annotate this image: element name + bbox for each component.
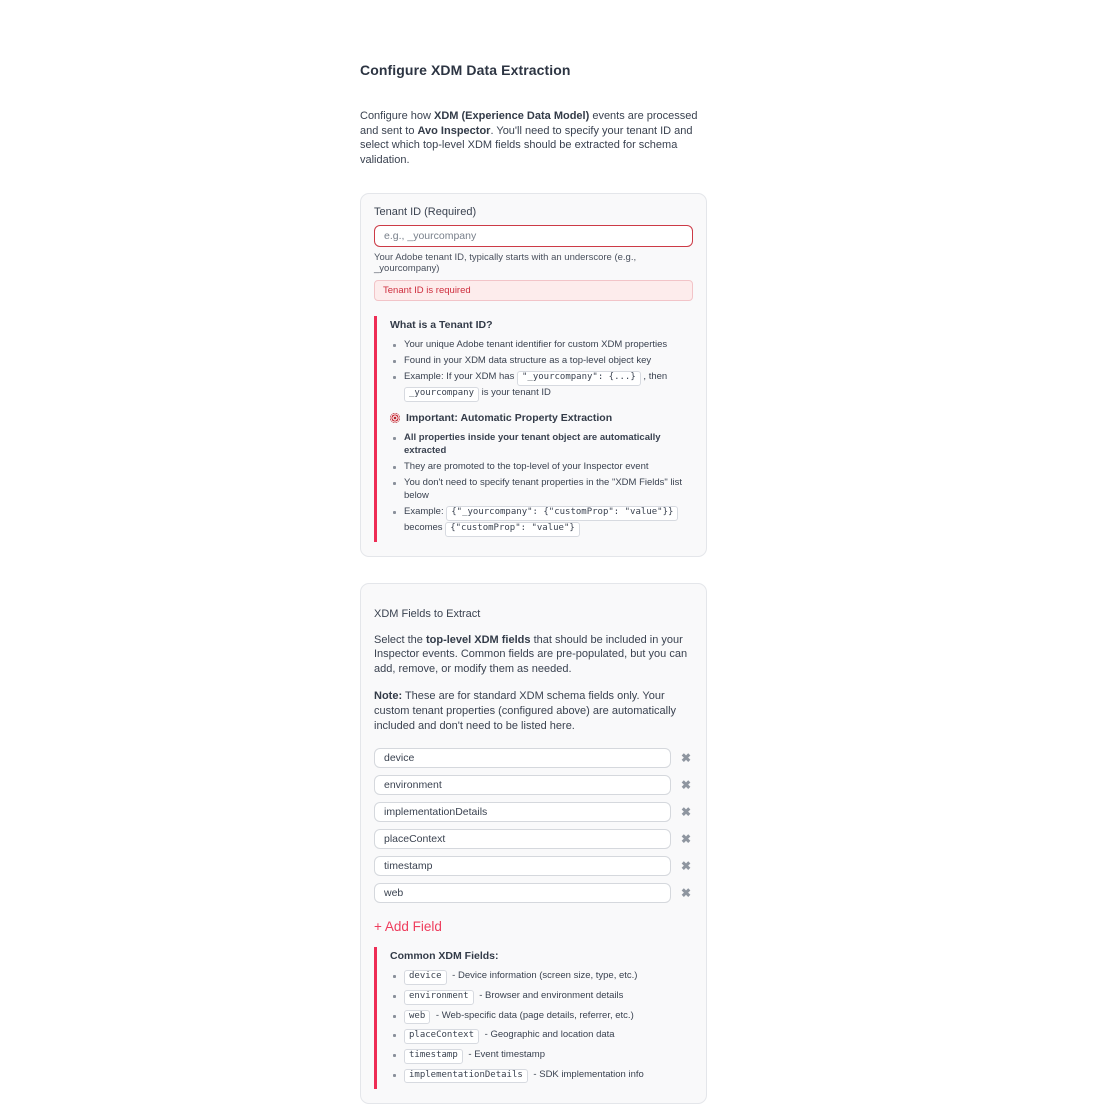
important-heading-text: Important: Automatic Property Extraction <box>406 411 613 424</box>
bullet-marker <box>393 482 396 485</box>
bullet-marker <box>393 1015 396 1018</box>
xdm-field-row <box>374 829 693 849</box>
code-chip: device <box>404 970 447 985</box>
common-field-desc: - Web-specific data (page details, referrer, etc.) <box>433 1009 634 1021</box>
xdm-field-input[interactable] <box>374 856 671 876</box>
text-span: becomes <box>404 521 446 533</box>
text-span: , then <box>640 371 668 383</box>
text-span: Found in your XDM data structure as a top-level object key <box>404 355 652 367</box>
xdm-field-input[interactable] <box>374 883 671 903</box>
xdm-field-row <box>374 883 693 903</box>
bold-text: Avo Inspector <box>417 124 491 137</box>
code-chip: timestamp <box>404 1049 463 1064</box>
tenant-id-card <box>360 193 707 557</box>
bullet-marker <box>393 995 396 998</box>
xdm-fields-card <box>360 583 707 1104</box>
xdm-field-row <box>374 748 693 768</box>
text-span: is your tenant ID <box>479 386 551 398</box>
code-chip: environment <box>404 990 474 1005</box>
text-span: They are promoted to the top-level of your Inspector event <box>404 460 649 472</box>
bullet-marker <box>393 360 396 363</box>
common-fields-list <box>390 969 693 1083</box>
text-span: Your unique Adobe tenant identifier for custom XDM properties <box>404 339 668 351</box>
intro-text <box>360 109 707 167</box>
bullet-item <box>390 338 693 351</box>
text-span: events are processed and sent to <box>360 110 698 137</box>
code-chip: "_yourcompany": {...} <box>517 371 641 386</box>
bold-text: XDM (Experience Data Model) <box>434 110 590 122</box>
text-span: Example: <box>404 506 447 518</box>
common-field-item <box>390 1009 693 1025</box>
common-field-item <box>390 1048 693 1064</box>
bullet-item <box>390 460 693 473</box>
bullet-item <box>390 476 693 502</box>
xdm-fields-intro <box>374 633 693 677</box>
xdm-field-input[interactable] <box>374 802 671 822</box>
text-span: that should be included in your Inspector events. Common fields are pre-populated, but you can add, remove, or modify them as needed. <box>374 633 688 675</box>
remove-field-button[interactable]: ✖ <box>671 833 693 845</box>
xdm-field-input[interactable] <box>374 829 671 849</box>
tenant-id-input[interactable] <box>374 225 693 247</box>
tenant-info-callout <box>374 316 693 542</box>
code-chip: _yourcompany <box>404 387 479 402</box>
bold-text: top-level XDM fields <box>425 633 531 646</box>
common-field-item <box>390 969 693 985</box>
text-span: These are for standard XDM schema fields only. Your custom tenant properties (configured above) are automatically included and don't need to be listed here. <box>374 690 677 732</box>
text-span: You don't need to specify tenant properties in the "XDM Fields" list below <box>404 476 683 502</box>
bullet-marker <box>393 1054 396 1057</box>
common-fields-callout <box>374 947 693 1089</box>
bullet-marker <box>393 1074 396 1077</box>
bullet-item <box>390 431 693 457</box>
important-list <box>390 431 693 537</box>
xdm-field-row <box>374 775 693 795</box>
common-field-desc: - SDK implementation info <box>530 1068 644 1080</box>
bold-text: Note: <box>374 690 403 703</box>
text-span: Select the <box>374 633 426 646</box>
common-field-desc: - Browser and environment details <box>476 990 624 1002</box>
bullet-item <box>390 354 693 367</box>
common-field-item <box>390 1028 693 1044</box>
bullet-item <box>390 505 693 536</box>
code-chip: web <box>404 1010 430 1025</box>
text-span: Configure how <box>360 110 434 122</box>
remove-field-button[interactable]: ✖ <box>671 860 693 872</box>
bullet-marker <box>393 376 396 379</box>
tenant-id-help-text: Your Adobe tenant ID, typically starts with an underscore (e.g., _yourcompany) <box>374 252 637 275</box>
bullet-item <box>390 370 693 401</box>
common-field-desc: - Event timestamp <box>465 1049 545 1061</box>
bullet-marker <box>393 344 396 347</box>
tenant-callout-heading: What is a Tenant ID? <box>390 319 493 332</box>
common-field-item <box>390 989 693 1005</box>
code-chip: placeContext <box>404 1029 479 1044</box>
xdm-fields-label: XDM Fields to Extract <box>374 607 481 620</box>
bullet-marker <box>393 511 396 514</box>
important-heading-row <box>390 412 693 424</box>
common-field-desc: - Geographic and location data <box>482 1029 615 1041</box>
code-chip: implementationDetails <box>404 1069 528 1084</box>
xdm-config-panel <box>360 62 707 1104</box>
bullet-marker <box>393 1034 396 1037</box>
bullet-marker <box>393 466 396 469</box>
xdm-field-list <box>374 748 693 903</box>
page-title: Configure XDM Data Extraction <box>360 62 571 78</box>
remove-field-button[interactable]: ✖ <box>671 887 693 899</box>
xdm-field-row <box>374 856 693 876</box>
remove-field-button[interactable]: ✖ <box>671 806 693 818</box>
code-chip: {"customProp": "value"} <box>445 522 580 537</box>
xdm-field-input[interactable] <box>374 748 671 768</box>
tenant-id-error: Tenant ID is required <box>374 280 693 301</box>
remove-field-button[interactable]: ✖ <box>671 752 693 764</box>
xdm-field-input[interactable] <box>374 775 671 795</box>
target-icon <box>390 413 400 423</box>
common-field-item <box>390 1068 693 1084</box>
bold-text: All properties inside your tenant object are automatically extracted <box>404 431 661 456</box>
xdm-field-row <box>374 802 693 822</box>
tenant-callout-list <box>390 338 693 402</box>
remove-field-button[interactable]: ✖ <box>671 779 693 791</box>
tenant-id-label: Tenant ID (Required) <box>374 206 477 219</box>
add-field-button[interactable]: + Add Field <box>374 919 442 935</box>
bullet-marker <box>393 437 396 440</box>
common-field-desc: - Device information (screen size, type, etc.) <box>449 970 638 982</box>
code-chip: {"_yourcompany": {"customProp": "value"}} <box>446 506 678 521</box>
bullet-marker <box>393 975 396 978</box>
text-span: Example: If your XDM has <box>404 371 517 383</box>
text-span: . You'll need to specify your tenant ID and select which top-level XDM fields should be extracted for schema validation. <box>360 124 693 166</box>
xdm-fields-note <box>374 689 693 733</box>
common-fields-heading: Common XDM Fields: <box>390 950 499 963</box>
